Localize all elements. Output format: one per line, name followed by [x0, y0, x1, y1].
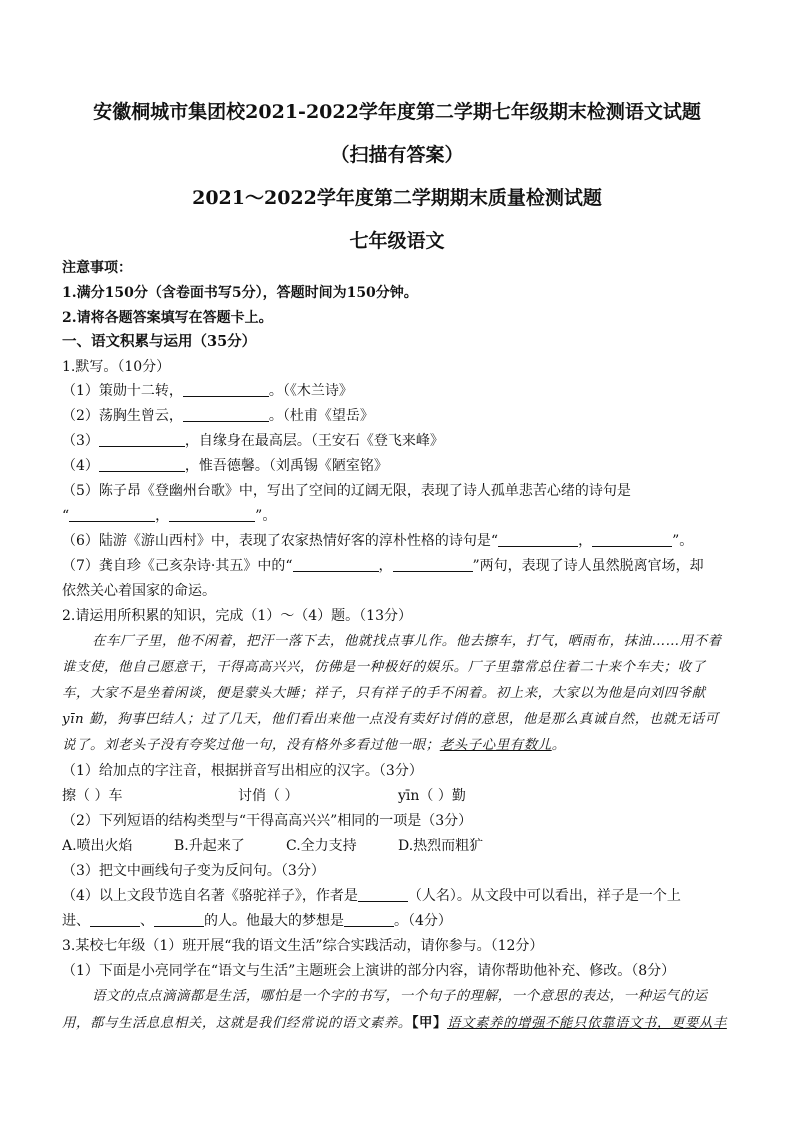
option-a: A.喷出火焰 — [62, 838, 133, 854]
option-c: C.全力支持 — [286, 838, 357, 854]
note-item: 1.满分150分（含卷面书写5分），答题时间为150分钟。 — [62, 285, 418, 301]
passage-mark: 【甲】 — [411, 1015, 448, 1031]
passage-line: 车，大家不是坐着闲谈，便是蒙头大睡；祥子，只有祥子的手不闲着。初上来，大家以为他是向刘四爷献 — [62, 686, 706, 701]
dictation-item-continued: 依然关心着国家的命运。 — [62, 583, 216, 599]
passage-line: 谁支使，他自己愿意干，干得高高兴兴，仿佛是一种极好的娱乐。厂子里靠常总住着二十来个车夫；收了 — [62, 660, 706, 675]
option-b: B.升起来了 — [174, 838, 245, 854]
section-heading: 一、语文积累与运用（35分） — [62, 333, 257, 350]
answer-blank — [293, 557, 379, 572]
question-stem: 3.某校七年级（1）班开展“我的语文生活”综合实践活动，请你参与。（12分） — [62, 938, 544, 954]
sub-question: （1）给加点的字注音，根据拼音写出相应的汉字。（3分） — [62, 763, 423, 779]
question-stem: 1.默写。（10分） — [62, 359, 171, 375]
passage-line: 在车厂子里，他不闲着，把汗一落下去，他就找点事儿作。他去擦车，打气，晒雨布，抹油……用不着 — [92, 634, 722, 649]
answer-blank — [498, 532, 578, 547]
passage-line: 用，都与生活息息相关，这就是我们经常说的语文素养。【甲】语文素养的增强不能只依靠语文书，更要从丰 — [62, 1015, 727, 1031]
dictation-item: （1）策勋十二转， 。（《木兰诗》 — [62, 383, 353, 399]
options-row — [62, 836, 732, 856]
answer-blank — [69, 507, 155, 522]
passage-line: 语文的点点滴滴都是生活，哪怕是一个字的书写，一个句子的理解，一个意思的表达，一种运气的运 — [92, 989, 708, 1004]
answer-blank — [99, 457, 185, 472]
question-stem: 2.请运用所积累的知识，完成（1）～（4）题。（13分） — [62, 608, 412, 624]
underlined-sentence: 老头子心里有数儿 — [439, 738, 552, 753]
dictation-item: （7）龚自珍《己亥杂诗·其五》中的“ ， ”两句，表现了诗人虽然脱离官场，却 — [62, 558, 704, 574]
sub-question-continued: 进、 、 的人。他最大的梦想是 。（4分） — [62, 913, 452, 929]
dictation-item: （2）荡胸生曾云， 。（杜甫《望岳》 — [62, 408, 374, 424]
passage-line: 说了。刘老头子没有夸奖过他一句，没有格外多看过他一眼；老头子心里有数儿。 — [62, 738, 566, 753]
pinyin-row: 擦（ ）车 讨俏（ ） yīn（ ）勤 — [62, 788, 466, 804]
document-title: 安徽桐城市集团校2021-2022学年度第二学期七年级期末检测语文试题 — [93, 101, 701, 123]
option-d: D.热烈而粗犷 — [398, 838, 484, 854]
underlined-sentence: 语文素养的增强不能只依靠语文书，更要从丰 — [447, 1016, 727, 1031]
dictation-item: （6）陆游《游山西村》中，表现了农家热情好客的淳朴性格的诗句是“ ， ”。 — [62, 533, 694, 549]
sub-question: （3）把文中画线句子变为反问句。（3分） — [62, 863, 325, 879]
sub-question: （1）下面是小亮同学在“语文与生活”主题班会上演讲的部分内容，请你帮助他补充、修改。（8分） — [62, 963, 676, 979]
answer-blank — [90, 912, 140, 927]
sub-question: （4）以上文段节选自名著《骆驼祥子》，作者是 （人名）。从文段中可以看出，祥子是一个上 — [62, 888, 681, 904]
note-item: 2.请将各题答案填写在答题卡上。 — [62, 310, 273, 326]
answer-blank — [169, 507, 255, 522]
dictation-item: （4） ，惟吾德馨。（刘禹锡《陋室铭》 — [62, 458, 388, 474]
passage-line: yīn 勤，狗事巴结人；过了几天，他们看出来他一点没有卖好讨俏的意思，他是那么真诚自然，也就无话可 — [62, 712, 719, 727]
answer-blank — [183, 407, 269, 422]
dictation-item: （5）陈子昂《登幽州台歌》中，写出了空间的辽阔无限，表现了诗人孤单悲苦心绪的诗句是 — [62, 483, 631, 499]
dictation-item: （3） ，自缘身在最高层。（王安石《登飞来峰》 — [62, 433, 444, 449]
answer-blank — [183, 382, 269, 397]
answer-blank — [358, 887, 408, 902]
answer-blank — [393, 557, 473, 572]
exam-title: 2021～2022学年度第二学期期末质量检测试题 — [192, 187, 602, 209]
answer-blank — [592, 532, 672, 547]
sub-question: （2）下列短语的结构类型与“干得高高兴兴”相同的一项是（3分） — [62, 813, 473, 829]
grade-subject-title: 七年级语文 — [349, 230, 445, 252]
answer-blank — [99, 432, 185, 447]
answer-blank — [344, 912, 394, 927]
dictation-item-continued: “ ， ”。 — [62, 508, 277, 524]
document-subtitle: （扫描有答案） — [330, 144, 464, 166]
notes-heading: 注意事项： — [62, 260, 132, 276]
answer-blank — [154, 912, 204, 927]
